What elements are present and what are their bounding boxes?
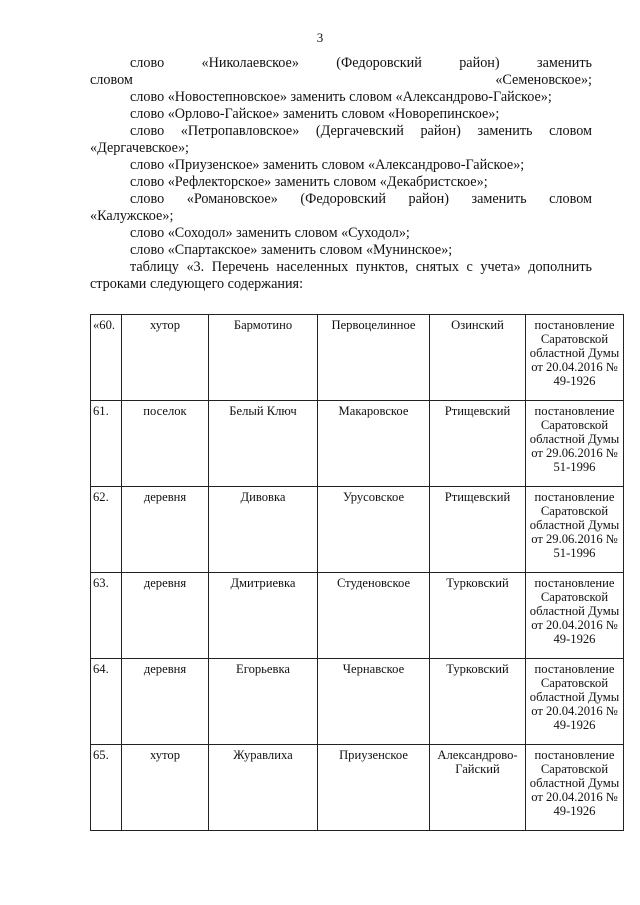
district-cell: Ртищевский: [430, 487, 526, 573]
table-row: [91, 401, 624, 487]
district-cell: Озинский: [430, 315, 526, 401]
settlement-type-cell: хутор: [122, 315, 209, 401]
amendment-paragraph: слово «Рефлекторское» заменить словом «Декабристское»;: [130, 174, 488, 190]
municipality-cell: Макаровское: [318, 401, 430, 487]
settlement-type-cell: хутор: [122, 745, 209, 831]
municipality-cell: Приузенское: [318, 745, 430, 831]
municipality-cell: Студеновское: [318, 573, 430, 659]
row-number-cell: 64.: [91, 659, 122, 745]
row-number-cell: «60.: [91, 315, 122, 401]
amendment-paragraph: таблицу «3. Перечень населенных пунктов, снятых с учета» дополнить строками следующего содержания:: [90, 259, 592, 292]
amendment-paragraph: слово «Спартакское» заменить словом «Мунинское»;: [130, 242, 453, 258]
amendment-paragraph: слово «Петропавловское» (Дергачевский район) заменить словом «Дергачевское»;: [90, 123, 592, 156]
settlement-name-cell: Журавлиха: [209, 745, 318, 831]
settlement-name-cell: Дмитриевка: [209, 573, 318, 659]
decree-cell: постановление Саратовской областной Думы от 20.04.2016 № 49-1926: [526, 315, 624, 401]
body-text: [90, 55, 592, 293]
row-number-cell: 63.: [91, 573, 122, 659]
decree-cell: постановление Саратовской областной Думы от 29.06.2016 № 51-1996: [526, 487, 624, 573]
amendment-paragraph: слово «Романовское» (Федоровский район) заменить словом «Калужское»;: [90, 191, 592, 224]
municipality-cell: Чернавское: [318, 659, 430, 745]
district-cell: Турковский: [430, 659, 526, 745]
decree-cell: постановление Саратовской областной Думы от 20.04.2016 № 49-1926: [526, 659, 624, 745]
table-row: [91, 659, 624, 745]
decree-cell: постановление Саратовской областной Думы от 29.06.2016 № 51-1996: [526, 401, 624, 487]
table-row: [91, 315, 624, 401]
settlement-type-cell: деревня: [122, 487, 209, 573]
page-number: 3: [316, 30, 324, 45]
amendment-paragraph: слово «Соходол» заменить словом «Суходол»;: [130, 225, 410, 241]
district-cell: Александрово-Гайский: [430, 745, 526, 831]
amendment-paragraph: слово «Орлово-Гайское» заменить словом «Новорепинское»;: [130, 106, 500, 122]
table-row: [91, 745, 624, 831]
settlement-type-cell: деревня: [122, 573, 209, 659]
row-number-cell: 65.: [91, 745, 122, 831]
row-number-cell: 61.: [91, 401, 122, 487]
settlements-table: [90, 314, 624, 831]
settlement-name-cell: Белый Ключ: [209, 401, 318, 487]
municipality-cell: Первоцелинное: [318, 315, 430, 401]
decree-cell: постановление Саратовской областной Думы от 20.04.2016 № 49-1926: [526, 745, 624, 831]
municipality-cell: Урусовское: [318, 487, 430, 573]
settlement-name-cell: Егорьевка: [209, 659, 318, 745]
amendment-paragraph: слово «Николаевское» (Федоровский район) заменить словом «Семеновское»;: [90, 55, 592, 88]
settlement-type-cell: поселок: [122, 401, 209, 487]
row-number-cell: 62.: [91, 487, 122, 573]
decree-cell: постановление Саратовской областной Думы от 20.04.2016 № 49-1926: [526, 573, 624, 659]
district-cell: Ртищевский: [430, 401, 526, 487]
amendment-paragraph: слово «Новостепновское» заменить словом «Александрово-Гайское»;: [130, 89, 552, 105]
table-row: [91, 573, 624, 659]
district-cell: Турковский: [430, 573, 526, 659]
table-row: [91, 487, 624, 573]
settlement-type-cell: деревня: [122, 659, 209, 745]
settlement-name-cell: Бармотино: [209, 315, 318, 401]
settlement-name-cell: Дивовка: [209, 487, 318, 573]
amendment-paragraph: слово «Приузенское» заменить словом «Александрово-Гайское»;: [130, 157, 525, 173]
